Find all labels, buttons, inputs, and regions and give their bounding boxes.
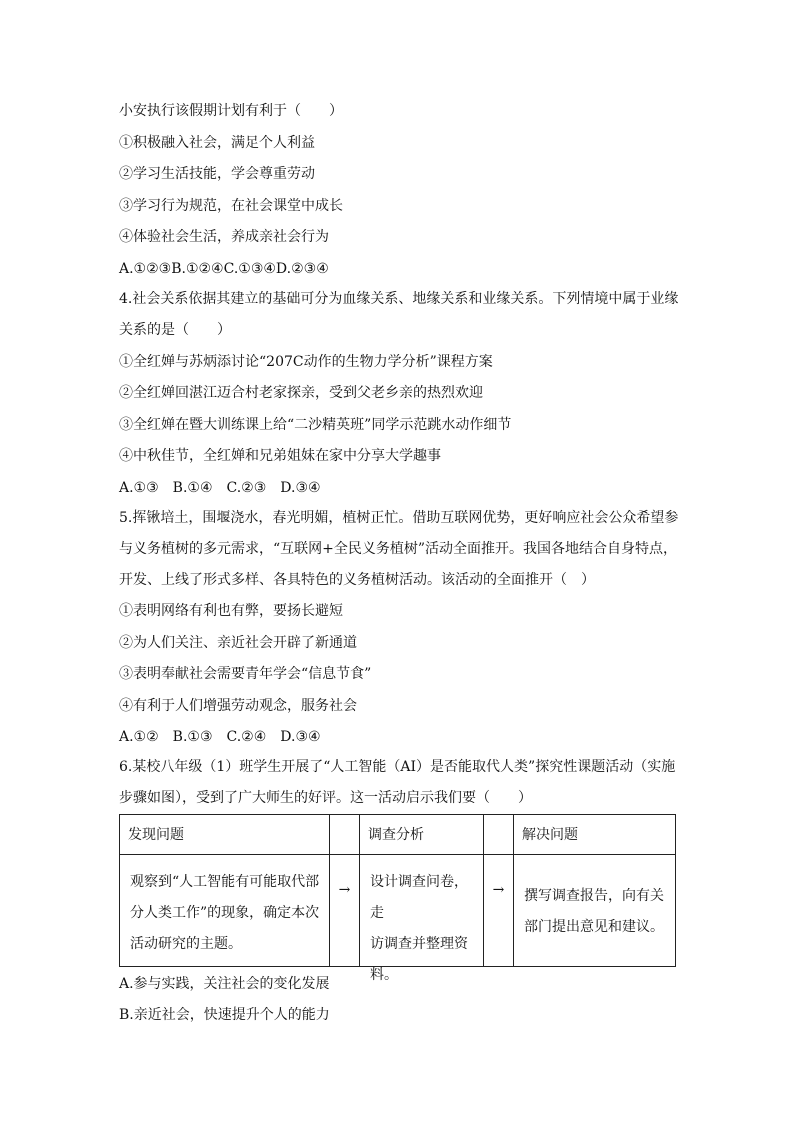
right-arrow-icon: → [492,882,505,898]
q6-flow-diagram [119,814,676,983]
flow-step-discover-title: 发现问题 [120,815,329,855]
q4-option-4: ④中秋佳节，全红婵和兄弟姐妹在家中分享大学趣事 [119,448,441,464]
q6-option-a: A.参与实践，关注社会的变化发展 [119,976,330,992]
q5-option-1: ①表明网络有利也有弊，要扬长避短 [119,603,343,619]
flow-step-solve-body [514,855,675,943]
q5-answers: A.①② B.①③ C.②④ D.③④ [119,729,321,745]
q3-answers: A.①②③B.①②④C.①③④D.②③④ [119,261,329,277]
q4-option-1: ①全红婵与苏炳添讨论“207C动作的生物力学分析”课程方案 [119,354,493,370]
flow-step-investigate-line: 设计调查问卷，走 [370,874,468,921]
flow-step-discover-line: 活动研究的主题。 [130,936,242,952]
flow-arrow-cell-1 [329,814,360,967]
q6-option-b: B.亲近社会，快速提升个人的能力 [119,1007,330,1023]
q4-option-3: ③全红婵在暨大训练课上给“二沙精英班”同学示范跳水动作细节 [119,417,512,433]
q5-stem-line2: 与义务植树的多元需求，“互联网+全民义务植树”活动全面推开。我国各地结合自身特点， [119,541,678,557]
q4-answers: A.①③ B.①④ C.②③ D.③④ [119,480,321,496]
flow-step-solve [513,814,676,967]
q3-option-4: ④体验社会生活，养成亲社会行为 [119,229,329,245]
q3-option-3: ③学习行为规范，在社会课堂中成长 [119,198,343,214]
q5-option-4: ④有利于人们增强劳动观念，服务社会 [119,698,357,714]
flow-step-investigate-title: 调查分析 [360,815,483,855]
q5-option-3: ③表明奉献社会需要青年学会“信息节食” [119,666,372,682]
q4-stem-line1: 4.社会关系依据其建立的基础可分为血缘关系、地缘关系和业缘关系。下列情境中属于业缘 [119,291,679,307]
q5-option-2: ②为人们关注、亲近社会开辟了新通道 [119,635,357,651]
q3-option-1: ①积极融入社会，满足个人利益 [119,135,315,151]
flow-step-discover-body [120,855,329,960]
flow-arrow-cell-2 [483,814,514,967]
flow-step-solve-line: 部门提出意见和建议。 [524,919,664,935]
q6-stem-line2: 步骤如图），受到了广大师生的好评。这一活动启示我们要（ ） [119,790,532,806]
q6-stem-line1: 6.某校八年级（1）班学生开展了“人工智能（AI）是否能取代人类”探究性课题活动（实施 [119,759,676,775]
flow-step-solve-line: 撰写调查报告，向有关 [524,888,664,904]
q3-stem: 小安执行该假期计划有利于（ ） [119,103,343,119]
flow-step-investigate-body [360,855,483,991]
flow-step-discover [119,814,330,967]
flow-step-investigate-line: 料。 [370,967,398,983]
q5-stem-line1: 5.挥锹培土，围堰浇水，春光明媚，植树正忙。借助互联网优势，更好响应社会公众希望参 [119,510,679,526]
flow-step-discover-line: 观察到“人工智能有可能取代部 [130,874,320,890]
flow-step-investigate [359,814,484,983]
right-arrow-icon: → [338,882,351,898]
q5-stem-line3: 开发、上线了形式多样、各具特色的义务植树活动。该活动的全面推开（ ） [119,572,595,588]
q3-option-2: ②学习生活技能，学会尊重劳动 [119,166,315,182]
flow-step-investigate-line: 访调查并整理资 [370,936,468,952]
q4-option-2: ②全红婵回湛江迈合村老家探亲，受到父老乡亲的热烈欢迎 [119,385,483,401]
q4-stem-line2: 关系的是（ ） [119,322,231,338]
flow-step-discover-line: 分人类工作”的现象，确定本次 [130,905,320,921]
flow-step-solve-title: 解决问题 [514,815,675,855]
